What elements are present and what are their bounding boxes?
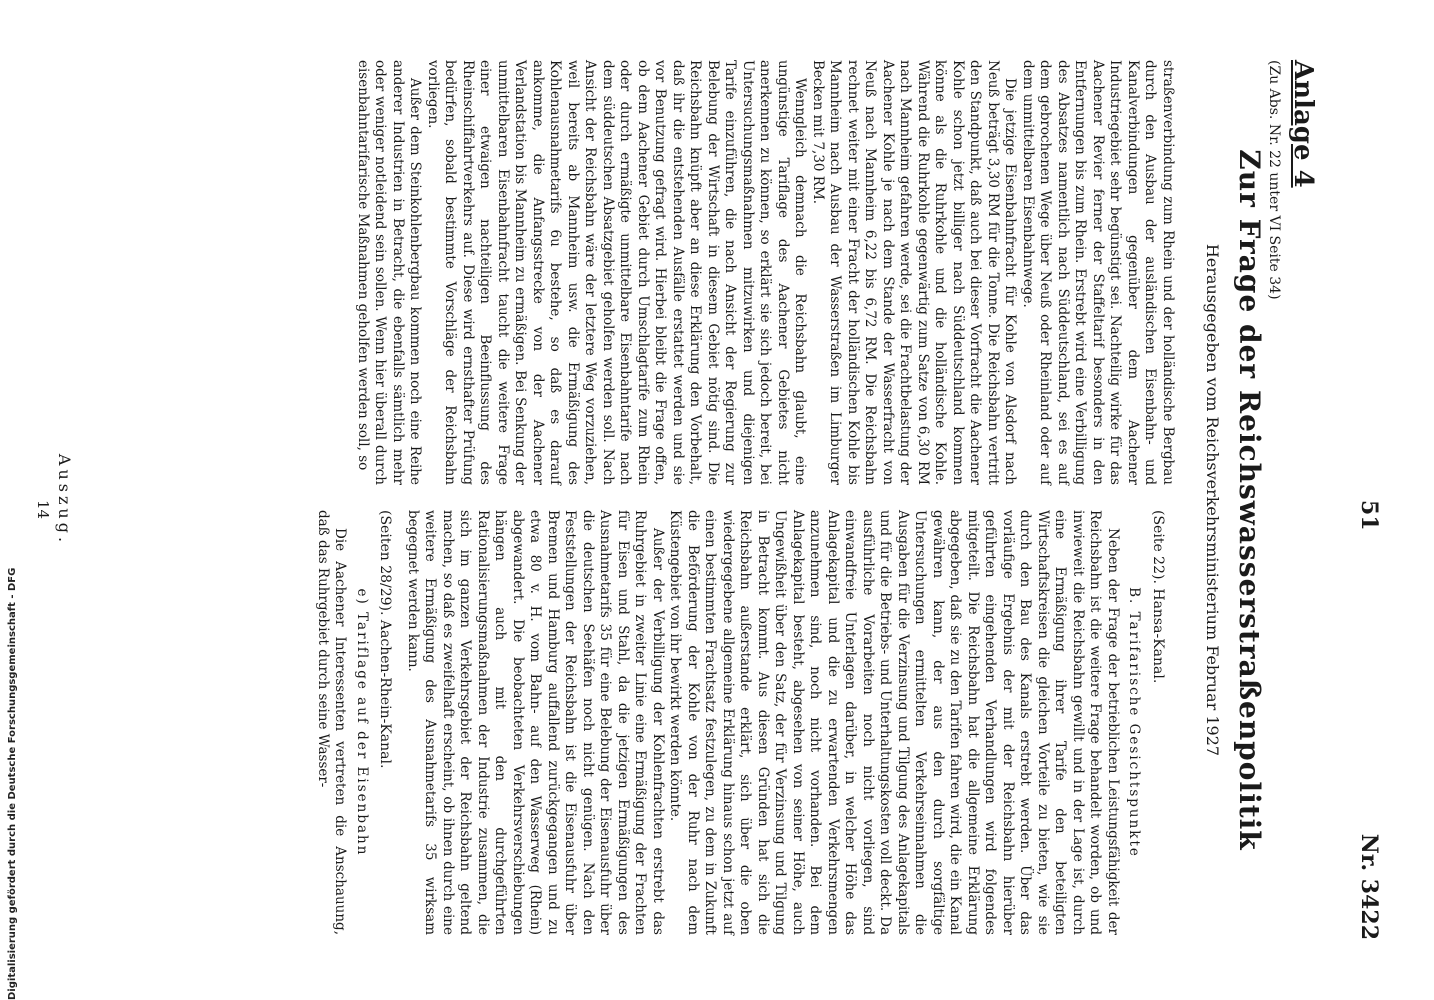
paragraph: straßenverbindung zum Rhein und der holländische Bergbau durch den Ausbau der ausländischen Eisenbahn- und Kanalverbindungen gegenüber dem Aachener Industriegebiet sehr begünstigt sei. Nachteilig wirke für das Aachener Revier ferner der Staffeltarif besonders in den Entfernungen bis zum Rhein. Erstrebt wird eine Verbilligung des Absatzes namentlich nach Süddeutschland, sei es auf dem gebrochenen Wege über Neuß oder Rheinland oder auf dem unmittelbaren Eisenbahnwege. [1020,60,1176,485]
page-number: 51 [1356,500,1382,531]
paragraph: Wenngleich demnach die Reichsbahn glaubt, eine ungünstige Tariflage des Aachener Gebietes nicht anerkennen zu können, so erklärt sie sich jedoch bereit, bei Untersuchungsmaßnahmen mitzuwirken und diejenigen Tarife einzuführen, die nach Ansicht der Regierung zur Belebung der Wirtschaft in diesem Gebiet nötig sind. Die Reichsbahn knüpft aber an diese Erklärung den Vorbehalt, daß ihr die entstehenden Ausfälle erstattet werden und sie vor Benutzung gefragt wird. Hierbei bleibt die Frage offen, ob dem Aachener Gebiet durch Umschlagtarife zum Rhein oder durch ermäßigte unmittelbare Eisenbahntarife nach dem süddeutschen Absatzgebiet geholfen werden soll. Nach Ansicht der Reichsbahn wäre der letztere Weg vorzuziehen, weil bereits ab Mannheim usw. die Ermäßigung des Kohlenausnahmetarifs 6u bestehe, so daß es darauf ankomme, die Anfangsstrecke von der Aachener Verlandstation bis Mannheim zu ermäßigen. Bei Senkung der unmittelbaren Eisenbahnfracht taucht die weitere Frage einer etwaigen nachteiligen Beeinflussung des Rheinschiffahrtverkehrs auf. Diese wird ernsthafter Prüfung bedürfen, sobald bestimmte Vorschläge der Reichsbahn vorliegen. [425,60,809,485]
digitization-text: Digitalisierung gefördert durch die Deutsche Forschungsgemeinschaft - DFG [7,567,18,1000]
anlage-label: Anlage 4 [1288,60,1318,188]
document-subtitle: Herausgegeben vom Reichsverkehrsministerium Februar 1927 [1203,243,1222,757]
document-title: Zur Frage der Reichswasserstraßenpolitik [1233,149,1266,851]
auszug-label: Auszug. [55,453,74,547]
anlage-reference: (Zu Abs. Nr. 22 unter VI Seite 34) [1266,60,1282,300]
document-number: Nr. 3422 [1356,833,1382,940]
section-heading: (Seiten 28/29). Aachen-Rhein-Kanal. [377,510,394,769]
subsection-heading: e) Tariflage auf der Eisenbahn [354,588,370,857]
paragraph: Außer dem Steinkohlenbergbau kommen noch eine Reihe anderer Industrien in Betracht, die ebenfalls sämtlich mehr oder weniger notleidend sein sollen. Wenn hier überall durch eisenbahntarifarische Maßnahmen geholfen werden soll, so [355,60,424,485]
paragraph: Neben der Frage der betrieblichen Leistungsfähigkeit der Reichsbahn ist die weitere Frage behandelt worden, ob und inwieweit die Reichsbahn gewillt und in der Lage ist, durch eine Ermäßigung ihrer Tarife den beteiligten Wirtschaftskreisen die gleichen Vorteile zu bieten, wie sie durch den Bau des Kanals erstrebt werden. Über das vorläufige Ergebnis der mit der Reichsbahn hierüber geführten eingehenden Verhandlungen wird folgendes mitgeteilt. Die Reichsbahn hat die allgemeine Erklärung abgegeben, daß sie zu den Tarifen fahren wird, die ein Kanal gewähren kann, der aus den durch sorgfältige Untersuchungen ermittelten Verkehrseinnahmen die Ausgaben für die Verzinsung und Tilgung des Anlagekapitals und für die Betriebs- und Unterhaltungskosten voll deckt. Da ausführliche Vorarbeiten noch nicht vorliegen, sind einwandfreie Unterlagen darüber, in welcher Höhe das Anlagekapital und die zu erwartenden Verkehrsmengen anzunehmen sind, noch nicht vorhanden. Bei dem Anlagekapital besteht, abgesehen von seiner Höhe, auch Ungewißheit über den Satz, der für Verzinsung und Tilgung in Betracht kommt. Aus diesen Gründen hat sich die Reichsbahn außerstande erklärt, sich über die oben wiedergegebene allgemeine Erklärung hinaus schon jetzt auf einen bestimmten Frachtsatz festzulegen, zu dem in Zukunft die Beförderung der Kohle von der Ruhr nach dem Küstengebiet von ihr bewirkt werden könnte. [667,510,1121,935]
small-page-number: 14 [34,500,52,520]
paragraph: Die jetzige Eisenbahnfracht für Kohle von Alsdorf nach Neuß beträgt 3,30 RM für die Tonne. Die Reichsbahn vertritt den Standpunkt, daß auch bei dieser Vorfracht die Aachener Kohle schon jetzt billiger nach Süddeutschland kommen könne als die Ruhrkohle und die holländische Kohle. Während die Ruhrkohle gegenwärtig zum Satze von 6,30 RM nach Mannheim gefahren werde, sei die Frachtbelastung der Aachener Kohle je nach dem Stande der Wasserfracht von Neuß nach Mannheim 6,22 bis 6,72 RM. Die Reichsbahn rechnet weiter mit einer Fracht der holländischen Kohle bis Mannheim nach Ausbau der Wasserstraßen im Limburger Becken mit 7,30 RM. [810,60,1019,485]
subsection-heading: B. Tarifarische Gesichtspunkte [1126,587,1143,858]
paragraph: Die Aachener Interessenten vertreten die Anschauung, daß das Ruhrgebiet durch seine Wasser- [315,510,349,935]
left-column [354,60,1177,485]
digitization-note [4,567,18,1000]
section-heading: (Seite 22). Hansa-Kanal. [1150,510,1166,684]
paragraph: Außer der Verbilligung der Kohlenfrachten erstrebt das Ruhrgebiet in zweiter Linie eine Ermäßigung der Frachten für Eisen und Stahl, da die jetzigen Ermäßigungen des Ausnahmetarifs 35 für eine Belebung der Eisenausfuhr über die deutschen Seehäfen noch nicht genügen. Nach den Feststellungen der Reichsbahn ist die Eisenausfuhr über Bremen und Hamburg auffallend zurückgegangen und zu etwa 80 v. H. vom Bahn- auf den Wasserweg (Rhein) abgewandert. Die beobachteten Verkehrsverschiebungen hängen auch mit den durchgeführten Rationalisierungsmaßnahmen der Industrie zusammen, die sich im ganzen Verkehrsgebiet der Reichsbahn geltend machen, so daß es zweifelhaft erscheint, ob ihnen durch eine weitere Ermäßigung des Ausnahmetarifs 35 wirksam begegnet werden kann. [405,510,666,935]
right-column [314,510,1177,935]
